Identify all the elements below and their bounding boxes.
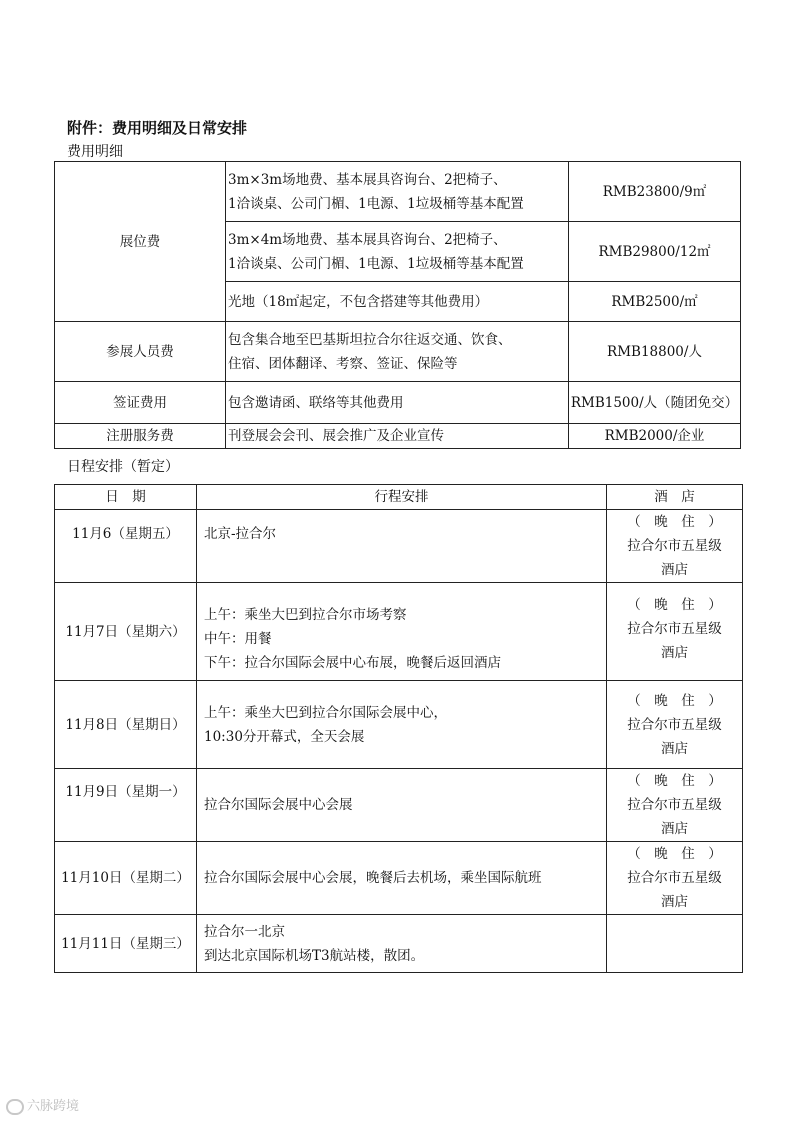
fee-category: 签证费用 bbox=[55, 382, 226, 424]
schedule-row bbox=[55, 681, 743, 769]
fee-price: RMB2500/㎡ bbox=[569, 282, 741, 322]
schedule-table bbox=[54, 484, 743, 973]
fee-row bbox=[55, 382, 741, 424]
fee-description: 3m×4m场地费、基本展具咨询台、2把椅子、 1洽谈桌、公司门楣、1电源、1垃圾桶等基本配置 bbox=[226, 222, 569, 282]
watermark-logo-icon bbox=[6, 1099, 24, 1115]
schedule-hotel: （ 晚 住 ） 拉合尔市五星级 酒店 bbox=[607, 769, 743, 842]
schedule-date: 11月7日（星期六） bbox=[55, 583, 197, 681]
fee-description: 3m×3m场地费、基本展具咨询台、2把椅子、 1洽谈桌、公司门楣、1电源、1垃圾桶等基本配置 bbox=[226, 162, 569, 222]
fee-description: 包含集合地至巴基斯坦拉合尔往返交通、饮食、 住宿、团体翻译、考察、签证、保险等 bbox=[226, 322, 569, 382]
header-itinerary: 行程安排 bbox=[197, 485, 607, 510]
schedule-date: 11月11日（星期三） bbox=[55, 915, 197, 973]
watermark bbox=[6, 1095, 79, 1115]
fee-price: RMB29800/12㎡ bbox=[569, 222, 741, 282]
schedule-hotel: （ 晚 住 ） 拉合尔市五星级 酒店 bbox=[607, 510, 743, 583]
fee-row bbox=[55, 322, 741, 382]
schedule-row bbox=[55, 583, 743, 681]
schedule-row bbox=[55, 769, 743, 842]
fee-price: RMB23800/9㎡ bbox=[569, 162, 741, 222]
schedule-itinerary: 拉合尔国际会展中心会展，晚餐后去机场，乘坐国际航班 bbox=[197, 842, 607, 915]
schedule-itinerary: 上午：乘坐大巴到拉合尔国际会展中心， 10:30分开幕式，全天会展 bbox=[197, 681, 607, 769]
schedule-section-label: 日程安排（暂定） bbox=[67, 459, 179, 475]
schedule-date: 11月10日（星期二） bbox=[55, 842, 197, 915]
attachment-title: 附件：费用明细及日常安排 bbox=[67, 119, 248, 137]
fee-price: RMB1500/人（随团免交） bbox=[569, 382, 741, 424]
fee-category: 注册服务费 bbox=[55, 424, 226, 449]
schedule-itinerary: 北京-拉合尔 bbox=[197, 510, 607, 583]
schedule-row bbox=[55, 510, 743, 583]
schedule-date: 11月8日（星期日） bbox=[55, 681, 197, 769]
header-hotel: 酒 店 bbox=[607, 485, 743, 510]
schedule-row bbox=[55, 915, 743, 973]
fee-row bbox=[55, 424, 741, 449]
fee-price: RMB18800/人 bbox=[569, 322, 741, 382]
schedule-itinerary: 拉合尔一北京 到达北京国际机场T3航站楼，散团。 bbox=[197, 915, 607, 973]
schedule-itinerary: 拉合尔国际会展中心会展 bbox=[197, 769, 607, 842]
fee-row bbox=[55, 162, 741, 222]
fee-category: 参展人员费 bbox=[55, 322, 226, 382]
fees-table bbox=[54, 161, 741, 449]
header-date: 日 期 bbox=[55, 485, 197, 510]
fees-section-label: 费用明细 bbox=[67, 144, 123, 160]
schedule-date: 11月9日（星期一） bbox=[55, 769, 197, 842]
schedule-row bbox=[55, 842, 743, 915]
schedule-itinerary: 上午：乘坐大巴到拉合尔市场考察 中午：用餐 下午：拉合尔国际会展中心布展，晚餐后返回酒店 bbox=[197, 583, 607, 681]
fee-description: 光地（18㎡起定，不包含搭建等其他费用） bbox=[226, 282, 569, 322]
schedule-header-row bbox=[55, 485, 743, 510]
fee-description: 刊登展会会刊、展会推广及企业宣传 bbox=[226, 424, 569, 449]
schedule-date: 11月6（星期五） bbox=[55, 510, 197, 583]
schedule-hotel bbox=[607, 915, 743, 973]
watermark-text: 六脉跨境 bbox=[27, 1099, 80, 1114]
fee-price: RMB2000/企业 bbox=[569, 424, 741, 449]
fee-description: 包含邀请函、联络等其他费用 bbox=[226, 382, 569, 424]
fee-category: 展位费 bbox=[55, 162, 226, 322]
schedule-hotel: （ 晚 住 ） 拉合尔市五星级 酒店 bbox=[607, 583, 743, 681]
schedule-hotel: （ 晚 住 ） 拉合尔市五星级 酒店 bbox=[607, 842, 743, 915]
schedule-hotel: （ 晚 住 ） 拉合尔市五星级 酒店 bbox=[607, 681, 743, 769]
